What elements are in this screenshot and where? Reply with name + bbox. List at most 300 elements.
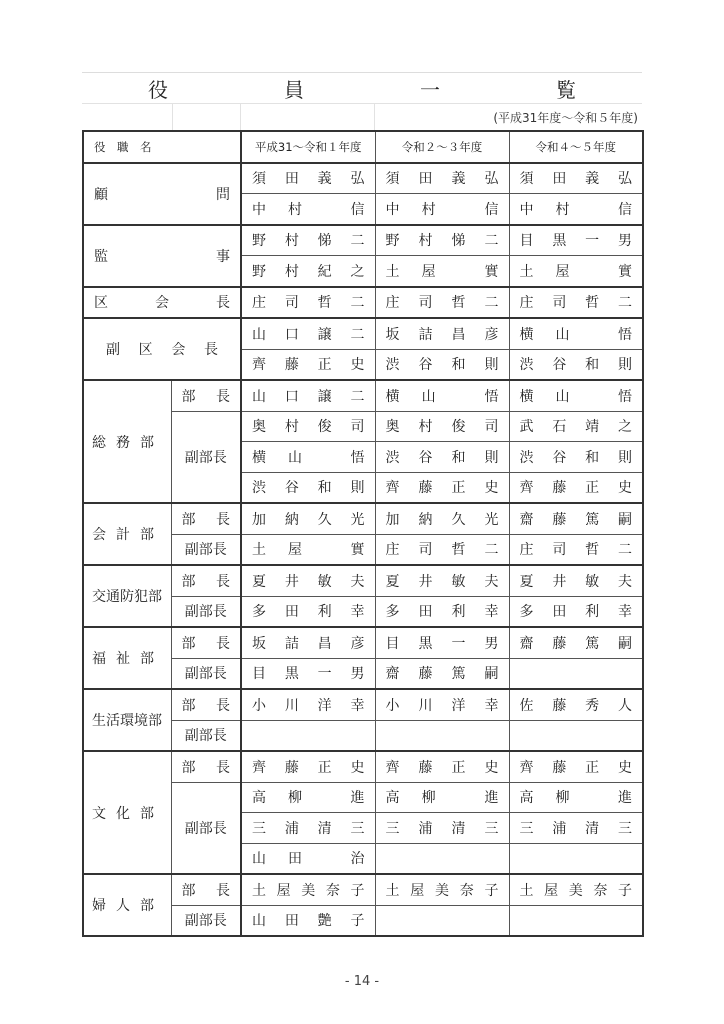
officer-name — [520, 757, 633, 777]
officer-name — [252, 292, 365, 312]
title-row — [82, 72, 642, 103]
name-char: 横 — [385, 388, 400, 405]
name-char: 齊 — [519, 759, 534, 776]
name-char — [324, 201, 328, 217]
name-char: 哲 — [451, 295, 466, 312]
name-char — [458, 789, 462, 805]
name-char: 村 — [418, 419, 433, 436]
name-char: 柳 — [288, 790, 303, 807]
name-char: 二 — [617, 295, 632, 312]
period-note: (平成31年度～令和５年度) — [493, 111, 638, 125]
officer-name — [252, 416, 365, 436]
name-char: 悌 — [451, 233, 466, 250]
name-char: 清 — [317, 820, 332, 837]
name-char: 二 — [484, 233, 499, 250]
name-char: 目 — [519, 233, 534, 250]
name-char: 洋 — [317, 697, 332, 714]
table-row — [83, 565, 643, 596]
name-char: 二 — [484, 295, 499, 312]
name-char: 哲 — [451, 542, 466, 559]
name-char: 須 — [519, 171, 534, 188]
officer-name — [386, 695, 499, 715]
name-char: 事 — [216, 248, 230, 265]
officer-name — [520, 168, 633, 188]
name-char: 渋 — [252, 480, 266, 497]
name-char: 小 — [385, 697, 400, 714]
name-char: 藤 — [552, 511, 567, 528]
name-char: 村 — [288, 201, 303, 218]
name-char: 高 — [252, 790, 266, 807]
name-char: 村 — [421, 201, 436, 218]
officer-name — [386, 447, 499, 467]
name-char: 史 — [350, 759, 365, 776]
name-char: 山 — [555, 326, 570, 343]
officer-name — [386, 199, 499, 219]
name-char: 則 — [617, 357, 632, 374]
name-char — [324, 850, 328, 866]
name-char: 二 — [484, 542, 499, 559]
name-char: 高 — [385, 790, 400, 807]
name-char: 坂 — [252, 635, 266, 652]
name-char: 土 — [519, 263, 534, 280]
department-label: 生活環境部 — [83, 689, 171, 751]
name-char: 谷 — [552, 449, 567, 466]
role-label: 部 長 — [171, 874, 241, 905]
name-char: 男 — [617, 233, 632, 250]
name-char: 二 — [350, 233, 365, 250]
name-char: 須 — [252, 171, 266, 188]
name-char: 敏 — [317, 573, 332, 590]
role-label: 副部長 — [171, 534, 241, 565]
name-char: 村 — [418, 233, 433, 250]
officer-name — [520, 601, 633, 621]
name-char: 谷 — [418, 357, 433, 374]
role-label: 副部長 — [171, 596, 241, 627]
officer-name — [386, 386, 499, 406]
name-char: 夫 — [484, 573, 499, 590]
name-char: 則 — [484, 357, 499, 374]
name-char: 男 — [484, 635, 499, 652]
officer-name — [252, 818, 365, 838]
name-char: 長 — [203, 342, 218, 358]
officer-name — [386, 261, 499, 281]
name-char: 会 — [155, 295, 169, 312]
name-char: 彦 — [484, 326, 499, 343]
officer-name — [386, 509, 499, 529]
name-char: 夫 — [617, 573, 632, 590]
officer-name — [252, 230, 365, 250]
name-char: 藤 — [284, 759, 299, 776]
officer-name — [386, 416, 499, 436]
officer-name — [520, 695, 633, 715]
name-char: 史 — [617, 480, 632, 497]
name-char: 屋 — [410, 882, 425, 899]
officer-name — [252, 910, 365, 930]
officer-name — [252, 848, 365, 868]
name-char: 田 — [418, 171, 433, 188]
name-char: 之 — [350, 263, 365, 280]
name-char: 田 — [284, 171, 299, 188]
department-label: 交通防犯部 — [83, 565, 171, 627]
name-char: 彦 — [350, 635, 365, 652]
name-char: 美 — [301, 882, 316, 899]
department-label: 福祉部 — [83, 627, 171, 689]
name-char: 人 — [617, 697, 632, 714]
name-char: 正 — [585, 480, 600, 497]
name-char: 納 — [418, 511, 433, 528]
officer-name — [386, 571, 499, 591]
officer-name — [520, 354, 633, 374]
role-label: 部 長 — [171, 503, 241, 534]
name-char: 司 — [418, 542, 433, 559]
officer-name — [520, 386, 633, 406]
name-char: 悟 — [350, 449, 365, 466]
officer-name — [386, 633, 499, 653]
name-char: 顧 — [94, 186, 108, 203]
name-char — [458, 201, 462, 217]
name-char: 浦 — [418, 820, 433, 837]
name-char: 利 — [585, 604, 600, 621]
officer-name — [520, 416, 633, 436]
name-char: 柳 — [555, 790, 570, 807]
name-char: 渋 — [519, 449, 534, 466]
name-char: 二 — [350, 326, 365, 343]
header-term-3: 令和４～５年度 — [509, 131, 643, 163]
officer-name — [386, 230, 499, 250]
name-char: 司 — [484, 419, 499, 436]
name-char: 光 — [350, 511, 365, 528]
name-char: 村 — [555, 201, 570, 218]
table-row — [83, 380, 643, 411]
name-char: 靖 — [585, 419, 600, 436]
name-char: 齋 — [519, 635, 534, 652]
table-row — [83, 287, 643, 319]
page-title: 役 員 一 覧 — [148, 77, 624, 102]
officer-name — [386, 168, 499, 188]
name-char: 秀 — [585, 697, 600, 714]
officer-name — [386, 663, 499, 683]
officer-table — [82, 130, 644, 937]
name-char: 田 — [288, 851, 303, 868]
role-label: 副部長 — [171, 782, 241, 874]
name-char: 弘 — [484, 171, 499, 188]
officer-name — [520, 539, 633, 559]
name-char: 奈 — [593, 882, 608, 899]
name-char: 史 — [350, 357, 365, 374]
officer-name — [252, 880, 365, 900]
name-char: 弘 — [617, 171, 632, 188]
name-char: 藤 — [418, 480, 433, 497]
name-char: 進 — [350, 790, 365, 807]
officer-name — [252, 571, 365, 591]
officer-name — [252, 354, 365, 374]
name-char: 田 — [284, 604, 299, 621]
name-char: 敏 — [451, 573, 466, 590]
name-char: 清 — [585, 820, 600, 837]
name-char: 則 — [617, 449, 632, 466]
name-char: 齊 — [385, 480, 400, 497]
name-char: 義 — [585, 171, 600, 188]
name-char: 屋 — [555, 263, 570, 280]
name-char: 村 — [284, 233, 299, 250]
name-char: 悌 — [317, 233, 332, 250]
name-char — [592, 263, 596, 279]
name-char: 多 — [519, 604, 534, 621]
officer-name — [386, 880, 499, 900]
role-label: 副部長 — [171, 658, 241, 689]
name-char: 奈 — [325, 882, 340, 899]
name-char: 詰 — [284, 635, 299, 652]
name-char: 夏 — [252, 573, 266, 590]
divider — [172, 104, 173, 130]
name-char: 長 — [216, 295, 230, 312]
position-label — [94, 339, 230, 359]
officer-name — [386, 818, 499, 838]
officer-name — [386, 539, 499, 559]
name-char: 齊 — [385, 759, 400, 776]
name-char: 子 — [484, 882, 499, 899]
name-char: 藤 — [552, 480, 567, 497]
name-char: 悟 — [618, 326, 632, 343]
name-char: 幸 — [350, 697, 365, 714]
name-char: 哲 — [585, 542, 600, 559]
name-char: 清 — [451, 820, 466, 837]
name-char: 美 — [568, 882, 583, 899]
name-char: 子 — [350, 913, 365, 930]
name-char: 渋 — [519, 357, 534, 374]
name-char: 義 — [317, 171, 332, 188]
name-char: 多 — [252, 604, 266, 621]
name-char: 三 — [252, 820, 266, 837]
name-char: 山 — [252, 913, 266, 930]
name-char: 柳 — [421, 790, 436, 807]
name-char: 正 — [317, 357, 332, 374]
name-char: 敏 — [585, 573, 600, 590]
name-char: 田 — [418, 604, 433, 621]
officer-name — [252, 168, 365, 188]
name-char: 齋 — [385, 666, 400, 683]
name-char: 井 — [552, 573, 567, 590]
officer-name — [386, 354, 499, 374]
name-char: 二 — [350, 388, 365, 405]
name-char: 悟 — [484, 388, 499, 405]
officer-name — [252, 787, 365, 807]
name-char: 三 — [519, 820, 534, 837]
officer-name — [520, 324, 633, 344]
name-char: 之 — [617, 419, 632, 436]
name-char: 口 — [284, 326, 299, 343]
name-char: 則 — [350, 480, 365, 497]
name-char: 齋 — [519, 511, 534, 528]
name-char: 川 — [418, 697, 433, 714]
name-char: 正 — [451, 480, 466, 497]
name-char: 副 — [106, 342, 120, 358]
name-char: 哲 — [585, 295, 600, 312]
name-char: 紀 — [317, 263, 332, 280]
name-char: 子 — [350, 882, 365, 899]
table-row — [83, 318, 643, 349]
name-char: 区 — [94, 295, 108, 312]
role-label: 副部長 — [171, 411, 241, 503]
officer-name — [252, 539, 365, 559]
name-char: 井 — [418, 573, 433, 590]
name-char: 藤 — [552, 635, 567, 652]
name-char: 奥 — [385, 419, 400, 436]
name-char: 司 — [418, 295, 433, 312]
role-label: 部 長 — [171, 627, 241, 658]
name-char: 利 — [451, 604, 466, 621]
officer-name — [520, 477, 633, 497]
name-char: 利 — [317, 604, 332, 621]
role-label: 副部長 — [171, 720, 241, 751]
name-char: 二 — [617, 542, 632, 559]
name-char: 三 — [350, 820, 365, 837]
name-char: 庄 — [252, 295, 266, 312]
name-char: 井 — [284, 573, 299, 590]
officer-name — [386, 757, 499, 777]
name-char: 問 — [216, 186, 230, 203]
name-char: 信 — [484, 201, 499, 218]
name-char — [592, 326, 596, 342]
department-label: 総務部 — [83, 380, 171, 503]
officer-name — [520, 199, 633, 219]
table-row — [83, 874, 643, 905]
name-char: 齊 — [252, 357, 266, 374]
name-char: 谷 — [418, 449, 433, 466]
name-char: 村 — [284, 263, 299, 280]
name-char: 田 — [552, 604, 567, 621]
name-char: 山 — [555, 388, 570, 405]
name-char: 横 — [252, 449, 266, 466]
name-char: 篤 — [585, 635, 600, 652]
name-char: 藤 — [418, 759, 433, 776]
table-row — [83, 627, 643, 658]
name-char: 奥 — [252, 419, 266, 436]
name-char: 久 — [317, 511, 332, 528]
name-char: 譲 — [317, 326, 332, 343]
name-char: 幸 — [484, 604, 499, 621]
name-char: 司 — [552, 542, 567, 559]
name-char: 哲 — [317, 295, 332, 312]
header-position: 役 職 名 — [83, 131, 241, 163]
name-char: 渋 — [385, 357, 400, 374]
name-char: 進 — [618, 790, 632, 807]
name-char: 三 — [385, 820, 400, 837]
name-char: 山 — [421, 388, 436, 405]
officer-name — [386, 477, 499, 497]
name-char: 洋 — [451, 697, 466, 714]
name-char: 和 — [317, 480, 332, 497]
name-char: 黒 — [418, 635, 433, 652]
name-char: 土 — [252, 882, 266, 899]
period-row — [82, 103, 642, 130]
name-char: 多 — [385, 604, 400, 621]
name-char: 浦 — [552, 820, 567, 837]
name-char — [592, 388, 596, 404]
officer-name — [520, 880, 633, 900]
name-char: 奈 — [459, 882, 474, 899]
name-char: 司 — [350, 419, 365, 436]
header-term-2: 令和２～３年度 — [375, 131, 509, 163]
name-char: 庄 — [519, 542, 534, 559]
name-char: 藤 — [418, 666, 433, 683]
name-char: 一 — [585, 233, 600, 250]
name-char: 則 — [484, 449, 499, 466]
name-char: 目 — [385, 635, 400, 652]
name-char: 浦 — [284, 820, 299, 837]
name-char: 区 — [138, 342, 153, 358]
officer-name — [252, 199, 365, 219]
name-char: 男 — [350, 666, 365, 683]
name-char — [324, 449, 328, 465]
name-char: 詰 — [418, 326, 433, 343]
name-char: 譲 — [317, 388, 332, 405]
name-char: 土 — [385, 263, 400, 280]
name-char: 村 — [284, 419, 299, 436]
name-char: 佐 — [519, 697, 534, 714]
name-char: 齊 — [519, 480, 534, 497]
header-term-1: 平成31～令和１年度 — [241, 131, 375, 163]
officer-name — [252, 509, 365, 529]
name-char: 谷 — [284, 480, 299, 497]
table-row — [83, 163, 643, 194]
name-char: 昌 — [317, 635, 332, 652]
name-char: 石 — [552, 419, 567, 436]
name-char: 久 — [451, 511, 466, 528]
name-char: 小 — [252, 697, 266, 714]
name-char: 屋 — [544, 882, 559, 899]
name-char — [458, 388, 462, 404]
name-char: 幸 — [484, 697, 499, 714]
name-char: 二 — [350, 295, 365, 312]
name-char: 信 — [618, 201, 632, 218]
name-char: 悟 — [618, 388, 632, 405]
officer-name — [520, 230, 633, 250]
name-char: 中 — [519, 201, 534, 218]
name-char: 屋 — [288, 542, 303, 559]
officer-name — [520, 633, 633, 653]
name-char: 谷 — [552, 357, 567, 374]
table-row — [83, 225, 643, 256]
position-label — [94, 246, 230, 266]
name-char: 監 — [94, 248, 108, 265]
name-char: 史 — [484, 759, 499, 776]
name-char: 夏 — [519, 573, 534, 590]
name-char: 加 — [252, 511, 266, 528]
name-char: 信 — [350, 201, 365, 218]
name-char: 進 — [484, 790, 499, 807]
role-label: 副部長 — [171, 905, 241, 936]
name-char: 三 — [617, 820, 632, 837]
officer-name — [252, 386, 365, 406]
name-char: 美 — [435, 882, 449, 899]
officer-name — [386, 787, 499, 807]
name-char: 武 — [519, 419, 534, 436]
name-char: 屋 — [421, 263, 436, 280]
header-row — [83, 131, 643, 163]
name-char: 俊 — [317, 419, 332, 436]
page-number: - 14 - — [344, 974, 380, 989]
name-char: 子 — [618, 882, 632, 899]
role-label: 部 長 — [171, 380, 241, 411]
name-char: 和 — [451, 357, 466, 374]
name-char: 艶 — [317, 913, 332, 930]
officer-name — [520, 818, 633, 838]
officer-name — [386, 324, 499, 344]
name-char: 高 — [519, 790, 534, 807]
officer-name — [386, 601, 499, 621]
name-char: 土 — [385, 882, 400, 899]
